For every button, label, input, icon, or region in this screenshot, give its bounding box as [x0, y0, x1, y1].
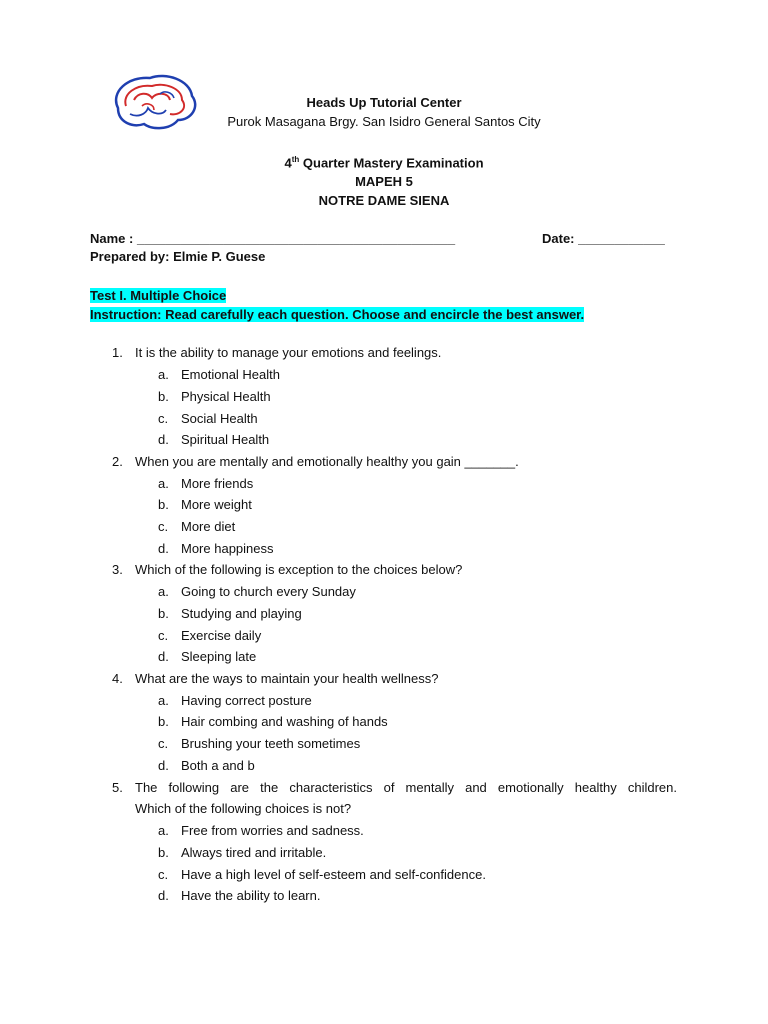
option-letter: a.: [158, 367, 169, 382]
option-letter: b.: [158, 845, 169, 860]
question-text: It is the ability to manage your emotions and feelings.: [135, 345, 442, 360]
option-text: More diet: [181, 519, 236, 534]
question-number: 3.: [112, 562, 123, 577]
option-letter: d.: [158, 541, 169, 556]
option-text: More happiness: [181, 541, 274, 556]
exam-title-line: [0, 155, 768, 170]
option-text: Brushing your teeth sometimes: [181, 736, 361, 751]
date-field: Date: ____________: [542, 231, 665, 246]
option-letter: d.: [158, 432, 169, 447]
test-title: Test I. Multiple Choice: [90, 288, 227, 303]
option-letter: b.: [158, 497, 169, 512]
subject: MAPEH 5: [355, 174, 413, 189]
question-text: When you are mentally and emotionally healthy you gain _______.: [135, 454, 519, 469]
option-text: Free from worries and sadness.: [181, 823, 364, 838]
option-letter: a.: [158, 823, 169, 838]
option-letter: b.: [158, 606, 169, 621]
test-instruction: Instruction: Read carefully each question. Choose and encircle the best answer.: [90, 307, 585, 322]
option-letter: c.: [158, 628, 169, 643]
option-text: Social Health: [181, 411, 258, 426]
prepared-by: Prepared by: Elmie P. Guese: [90, 249, 266, 264]
exam-ordinal-suffix: th: [291, 155, 300, 164]
name-field: Name : ____________________________________________: [90, 231, 456, 246]
option-text: Have a high level of self-esteem and self-confidence.: [181, 867, 486, 882]
option-text: Hair combing and washing of hands: [181, 714, 388, 729]
option-letter: d.: [158, 649, 169, 664]
option-letter: c.: [158, 411, 169, 426]
option-text: Studying and playing: [181, 606, 302, 621]
question-number: 4.: [112, 671, 123, 686]
option-text: Emotional Health: [181, 367, 280, 382]
question-number: 2.: [112, 454, 123, 469]
question-number: 5.: [112, 780, 123, 795]
option-letter: c.: [158, 736, 169, 751]
option-letter: d.: [158, 758, 169, 773]
option-text: Always tired and irritable.: [181, 845, 327, 860]
exam-ordinal: 4: [284, 155, 292, 171]
option-text: Both a and b: [181, 758, 255, 773]
question-text: What are the ways to maintain your health wellness?: [135, 671, 439, 686]
option-text: More weight: [181, 497, 252, 512]
option-text: Exercise daily: [181, 628, 262, 643]
option-letter: a.: [158, 476, 169, 491]
question-text-continued: Which of the following choices is not?: [135, 801, 352, 816]
option-text: Sleeping late: [181, 649, 257, 664]
option-letter: d.: [158, 888, 169, 903]
question-number: 1.: [112, 345, 123, 360]
option-text: Spiritual Health: [181, 432, 270, 447]
option-text: More friends: [181, 476, 254, 491]
option-letter: c.: [158, 867, 169, 882]
question-text: The following are the characteristics of mentally and emotionally healthy children.: [135, 780, 677, 795]
option-text: Having correct posture: [181, 693, 312, 708]
option-letter: a.: [158, 693, 169, 708]
exam-title: Quarter Mastery Examination: [302, 155, 484, 171]
option-text: Going to church every Sunday: [181, 584, 356, 599]
option-letter: b.: [158, 714, 169, 729]
address: Purok Masagana Brgy. San Isidro General Santos City: [227, 114, 541, 129]
option-letter: a.: [158, 584, 169, 599]
question-text: Which of the following is exception to the choices below?: [135, 562, 463, 577]
school: NOTRE DAME SIENA: [318, 193, 450, 208]
option-text: Physical Health: [181, 389, 271, 404]
option-letter: b.: [158, 389, 169, 404]
option-letter: c.: [158, 519, 169, 534]
org-name: Heads Up Tutorial Center: [306, 95, 462, 110]
option-text: Have the ability to learn.: [181, 888, 321, 903]
